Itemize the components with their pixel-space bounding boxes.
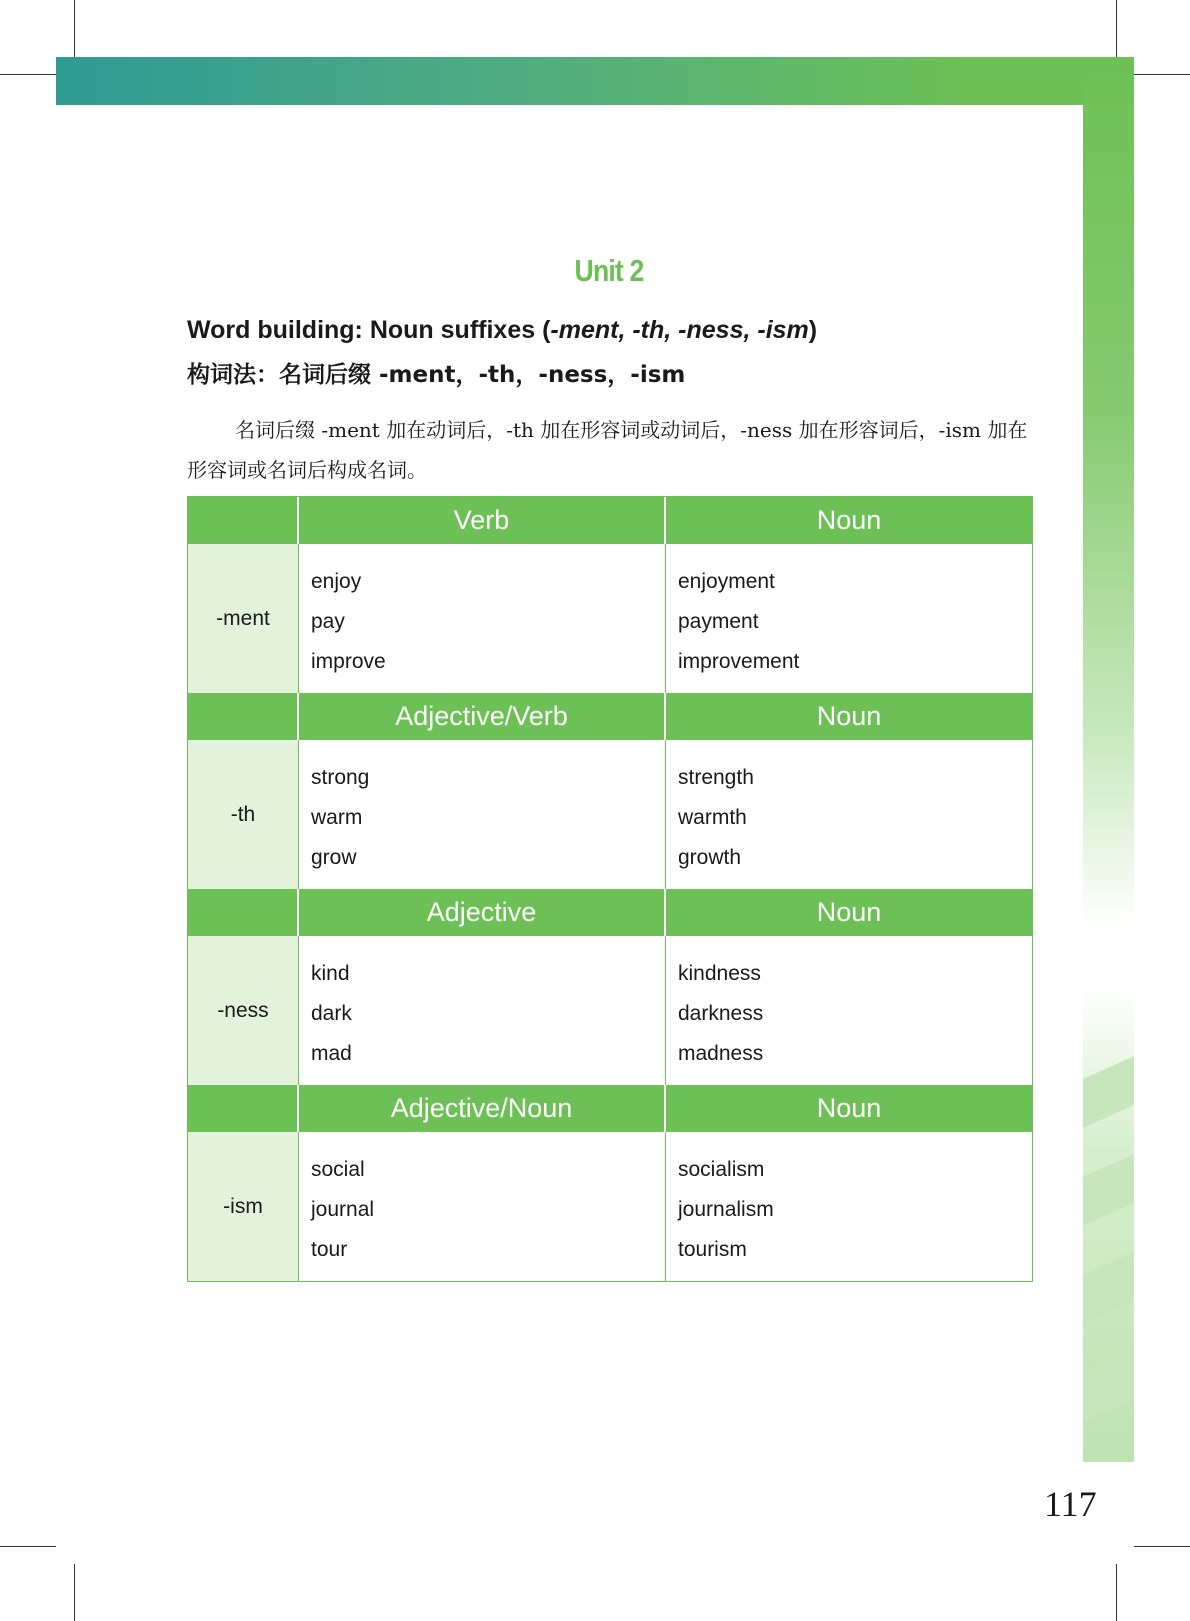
header-left: Adjective/Noun (299, 1085, 666, 1132)
word: pay (311, 610, 345, 633)
suffix-cell: -ness (188, 936, 299, 1085)
section-heading-en (187, 316, 817, 345)
word: social (311, 1158, 365, 1181)
section-heading-cn: 构词法：名词后缀 -ment，-th，-ness，-ism (187, 362, 686, 388)
word: socialism (678, 1158, 765, 1181)
noun-words (666, 936, 1032, 1085)
word: grow (311, 846, 357, 869)
word: strength (678, 766, 754, 789)
noun-words (666, 1132, 1032, 1281)
crop-mark (1134, 1546, 1190, 1547)
table-row (188, 936, 1032, 1085)
word: madness (678, 1042, 764, 1065)
suffix-cell: -ism (188, 1132, 299, 1281)
word: mad (311, 1042, 352, 1065)
suffix-cell: -th (188, 740, 299, 889)
word: strong (311, 766, 370, 789)
word: improvement (678, 650, 800, 673)
table-row (188, 544, 1032, 693)
word: journal (311, 1198, 375, 1221)
header-right: Noun (816, 505, 882, 535)
heading-suffixes: -ment, -th, -ness, -ism (550, 316, 809, 344)
word: journalism (678, 1198, 774, 1221)
base-words (299, 936, 666, 1085)
crop-mark (0, 74, 56, 75)
header-blank (188, 497, 299, 544)
word: improve (311, 650, 386, 673)
noun-words (666, 544, 1032, 693)
header-right: Noun (816, 1093, 882, 1123)
table-header-row (188, 693, 1032, 740)
crop-mark (0, 1546, 56, 1547)
base-words (299, 740, 666, 889)
noun-words (666, 740, 1032, 889)
header-blank (188, 1085, 299, 1132)
crop-mark (74, 0, 75, 57)
table-header-row (188, 497, 1032, 544)
header-blank (188, 693, 299, 740)
header-right: Noun (816, 897, 882, 927)
word: enjoy (311, 570, 362, 593)
word: tourism (678, 1238, 747, 1261)
header-left: Adjective/Verb (299, 693, 666, 740)
header-left: Adjective (299, 889, 666, 936)
heading-prefix: Word building: Noun suffixes ( (187, 316, 551, 344)
word: darkness (678, 1002, 764, 1025)
intro-text: 名词后缀 -ment 加在动词后，-th 加在形容词或动词后，-ness 加在形容词后，-ism 加在形容词或名词后构成名词。 (187, 418, 1028, 482)
crop-mark (1116, 1564, 1117, 1621)
word: warm (311, 806, 363, 829)
word: kindness (678, 962, 761, 985)
table-row (188, 1132, 1032, 1281)
crop-mark (1116, 0, 1117, 57)
header-right: Noun (816, 701, 882, 731)
word: dark (311, 1002, 352, 1025)
heading-close: ) (808, 316, 818, 344)
table-row (188, 740, 1032, 889)
suffix-table (187, 496, 1033, 1282)
page-number: 117 (1044, 1484, 1097, 1524)
header-left: Verb (299, 497, 666, 544)
table-header-row (188, 1085, 1032, 1132)
intro-paragraph (187, 410, 1037, 490)
word: kind (311, 962, 350, 985)
base-words (299, 544, 666, 693)
table-header-row (188, 889, 1032, 936)
word: warmth (678, 806, 747, 829)
word: growth (678, 846, 742, 869)
suffix-cell: -ment (188, 544, 299, 693)
header-band (56, 57, 1134, 105)
word: tour (311, 1238, 348, 1261)
crop-mark (1134, 74, 1190, 75)
word: enjoyment (678, 570, 775, 593)
header-blank (188, 889, 299, 936)
base-words (299, 1132, 666, 1281)
word: payment (678, 610, 759, 633)
crop-mark (74, 1564, 75, 1621)
unit-title: Unit 2 (574, 253, 644, 288)
